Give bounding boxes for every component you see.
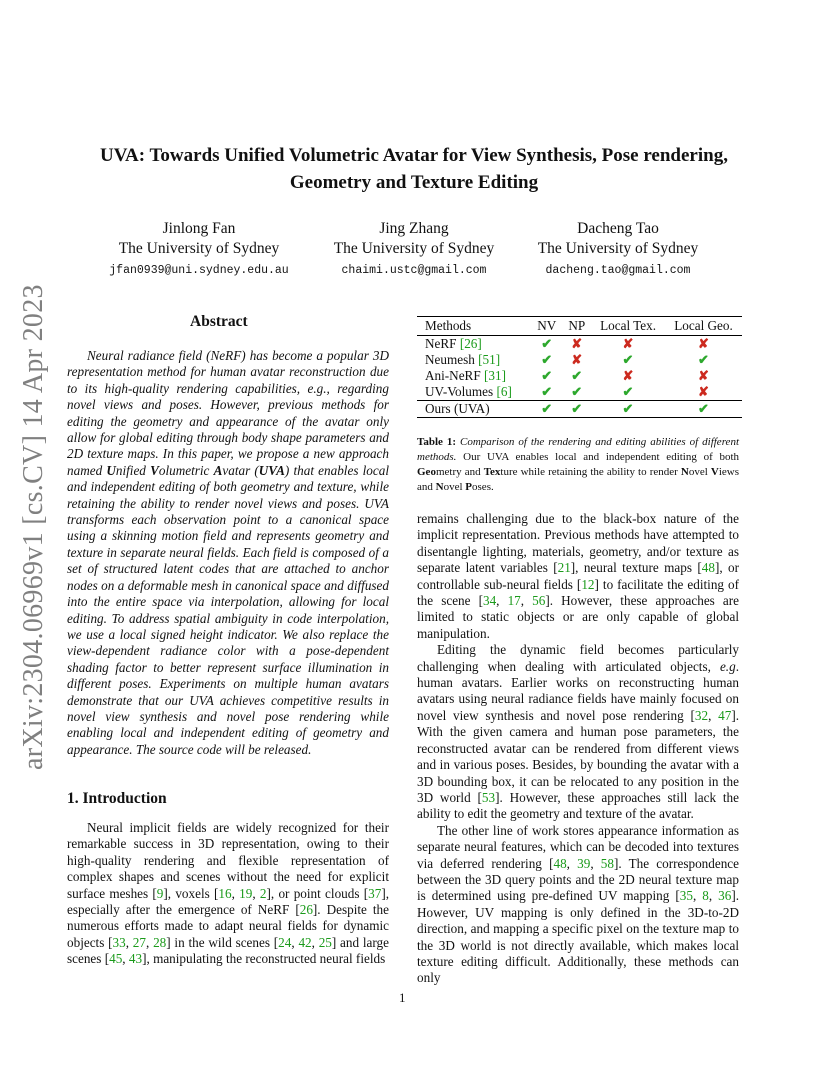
citation-link[interactable]: 24 [278,934,292,950]
check-icon: ✔ [571,401,583,416]
author-email[interactable]: chaimi.ustc@gmail.com [341,264,487,277]
check-icon: ✔ [571,384,583,399]
page-number: 1 [399,990,406,1005]
table-caption: Table 1: Comparison of the rendering and editing abilities of different methods. Our UVA enables local and independent editing of both Geometry and Texture while retaining the ability to render Novel Views and Novel Poses. [417,436,740,493]
check-icon: ✔ [541,352,553,367]
citation-link[interactable]: 58 [600,855,614,871]
table-row [417,384,742,401]
check-icon: ✔ [622,401,634,416]
method-cell: UV-Volumes [6] [425,384,512,399]
citation-link[interactable]: 39 [577,855,591,871]
check-icon: ✔ [697,352,710,367]
cross-icon: ✘ [622,368,634,383]
check-icon: ✔ [622,384,634,399]
cross-icon: ✘ [571,336,583,351]
citation-link[interactable]: 53 [481,789,496,805]
citation-link[interactable]: 28 [153,934,167,950]
author-email[interactable]: jfan0939@uni.sydney.edu.au [109,264,289,277]
table-header: Local Tex. [600,318,657,333]
intro-text: Neural implicit fields are widely recognized for their remarkable success in 3D representation, owing to their high-quality rendering and flexible representation of complex shapes and scenes without the need for explicit surface meshes [9], voxels [16, 19, 2], or point clouds [37], especially after the emergence of NeRF [26]. Despite the numerous efforts made to adapt neural fields for dynamic objects [33, 27, 28] in the wild scenes [24, 42, 25] and large scenes [45, 43], manipulating the reconstructed neural fields [67,820,390,967]
cross-icon: ✘ [622,336,634,351]
citation-link[interactable]: 9 [156,885,164,901]
check-icon: ✔ [541,368,553,383]
author-3 [503,219,733,281]
arxiv-stamp: arXiv:2304.06969v1 [cs.CV] 14 Apr 2023 [18,284,49,770]
citation-link[interactable]: 16 [218,885,232,901]
cross-icon: ✘ [697,368,710,383]
table-row [417,368,742,384]
table-header: NP [568,318,586,333]
citation-link[interactable]: 12 [581,576,595,592]
citation-link[interactable]: 37 [368,885,382,901]
author-2 [299,219,529,281]
citation-link[interactable]: 32 [694,707,709,723]
table-header: NV [537,318,557,333]
citation-link[interactable]: 35 [679,888,693,904]
citation-link[interactable]: 27 [132,934,146,950]
method-cell: NeRF [26] [425,336,482,351]
cross-icon: ✘ [571,352,583,367]
table-header-row [417,317,742,336]
author-name: Jing Zhang [379,220,449,237]
abstract-text: Neural radiance field (NeRF) has become a popular 3D representation method for human avatar reconstruction due to its high-quality rendering capabilities, e.g., regarding novel views and poses. However, previous methods for editing the geometry and appearance of the avatar only allow for global editing through body shape parameters and 2D texture maps. In this paper, we propose a new approach named Unified Volumetric Avatar (UVA) that enables local and independent editing of both geometry and texture, while retaining the ability to render novel views and poses. UVA transforms each observation point to a canonical space using a skinning motion field and represents geometry and texture in separate neural fields. Each field is composed of a set of structured latent codes that are attached to anchor nodes on a deformable mesh in canonical space and diffused into the entire space via interpolation, allowing for local editing. To address spatial ambiguity in code interpolation, we use a local signed height indicator. We also replace the view-dependent radiance color with a pose-dependent shading factor to better represent surface illumination in different poses. Experiments on multiple human avatars demonstrate that our UVA achieves competitive results in novel view synthesis and novel pose rendering while enabling local and independent editing of geometry and appearance. The source code will be released. [67,348,389,757]
method-cell: Neumesh [51] [425,352,501,367]
citation-link[interactable]: 56 [532,593,546,609]
section-heading: 1. Introduction [67,790,167,807]
author-email[interactable]: dacheng.tao@gmail.com [545,264,691,277]
citation-link[interactable]: 33 [112,934,126,950]
citation-link[interactable]: 17 [507,593,521,609]
method-cell: Ours (UVA) [425,401,490,416]
right-column-text: remains challenging due to the black-box nature of the implicit representation. Previous methods have attempted to disentangle lighting, materials, geometry, and/or texture as separate latent variables [21], neural texture maps [48], or controllable sub-neural fields [12] to facilitate the editing of the scene [34, 17, 56]. However, these approaches are limited to static objects or are only capable of global manipulation. Editing the dynamic field becomes particularly challenging when dealing with articulated objects, e.g. human avatars. Earlier works on reconstructing human avatars using neural radiance fields have mainly focused on novel view synthesis and novel pose rendering [32, 47]. With the given camera and human pose parameters, the reconstructed avatar can be rendered from different views and in various poses. Besides, by bounding the avatar with a 3D bounding box, it can be relocated to any position in the 3D world [53]. However, these approaches still lack the ability to edit the geometry and texture of the avatar. The other line of work stores appearance information as separate neural features, which can be decoded into textures via deferred rendering [48, 39, 58]. The correspondence between the 3D query points and the 2D neural texture map is determined using pre-defined UV mapping [35, 8, 36]. However, UV mapping is only defined in the 3D-to-2D direction, and mapping a specific pixel on the texture map to the 3D world is not directly available, which makes local texture editing difficult. Additionally, these methods can only [417,511,740,986]
paper-title: UVA: Towards Unified Volumetric Avatar for View Synthesis, Pose rendering, Geometry and Texture Editing [100,145,728,193]
method-cell: Ani-NeRF [31] [425,368,506,383]
citation-link[interactable]: [51] [478,352,501,367]
comparison-table [417,316,742,418]
citation-link[interactable]: 26 [299,902,313,918]
abstract-heading: Abstract [190,313,248,330]
citation-link[interactable]: 47 [718,707,732,723]
check-icon: ✔ [541,401,553,416]
author-affiliation: The University of Sydney [333,239,495,257]
citation-link[interactable]: 8 [702,888,709,904]
check-icon: ✔ [697,401,710,416]
check-icon: ✔ [541,336,553,351]
citation-link[interactable]: 45 [109,951,123,967]
cross-icon: ✘ [697,384,710,399]
author-affiliation: The University of Sydney [537,239,699,257]
cross-icon: ✘ [697,336,710,351]
check-icon: ✔ [541,384,553,399]
citation-link[interactable]: 34 [482,593,497,609]
citation-link[interactable]: 48 [701,560,715,576]
author-name: Dacheng Tao [577,220,659,237]
citation-link[interactable]: 43 [128,951,143,967]
citation-link[interactable]: 25 [318,934,332,950]
table-header: Local Geo. [674,318,733,333]
citation-link[interactable]: 19 [239,885,253,901]
citation-link[interactable]: 21 [557,560,571,576]
table-header: Methods [425,318,472,333]
table-row-ours [417,401,742,418]
author-1 [84,219,314,281]
citation-link[interactable]: [31] [483,368,506,383]
author-affiliation: The University of Sydney [118,239,280,257]
citation-link[interactable]: [26] [459,336,482,351]
table-row [417,336,742,353]
check-icon: ✔ [571,368,583,383]
citation-link[interactable]: 36 [718,888,732,904]
citation-link[interactable]: [6] [496,384,512,399]
check-icon: ✔ [622,352,634,367]
citation-link[interactable]: 48 [553,855,567,871]
table-row [417,352,742,368]
citation-link[interactable]: 2 [259,885,267,901]
author-name: Jinlong Fan [162,220,236,237]
citation-link[interactable]: 42 [298,934,312,950]
